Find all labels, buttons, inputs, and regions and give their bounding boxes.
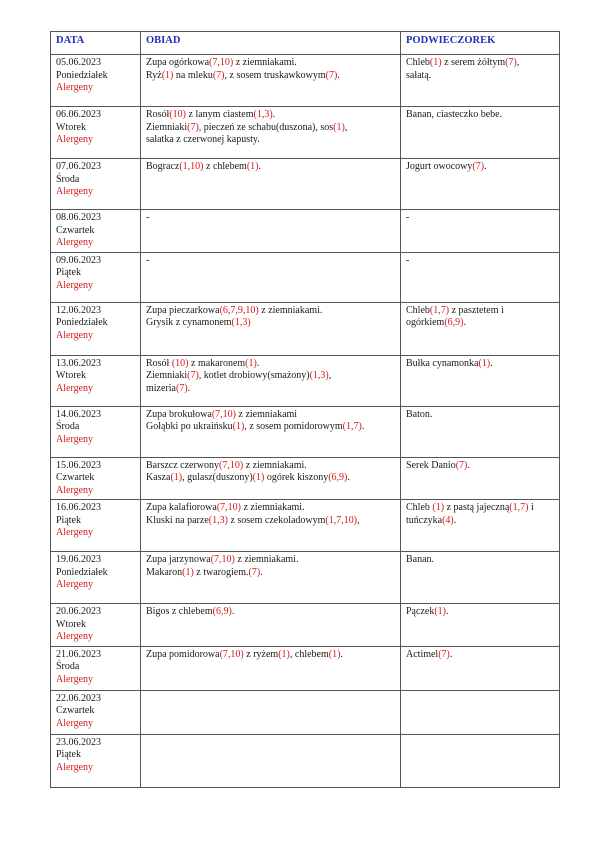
weekday-text: Piątek bbox=[56, 514, 81, 526]
obiad-line bbox=[146, 122, 396, 135]
weekday-text: Piątek bbox=[56, 749, 81, 760]
weekday-text: Poniedziałek bbox=[56, 317, 108, 328]
obiad-cell bbox=[141, 55, 401, 107]
allergen-code: (1,10) bbox=[179, 161, 204, 172]
obiad-line bbox=[146, 502, 396, 515]
podwieczorek-cell bbox=[401, 302, 560, 355]
dish-text: Rosół bbox=[146, 357, 172, 369]
date-text: 20.06.2023 bbox=[56, 606, 101, 617]
dish-text: - bbox=[406, 212, 410, 223]
podwieczorek-line bbox=[406, 109, 555, 122]
date-text: 22.06.2023 bbox=[56, 692, 101, 704]
podwieczorek-cell bbox=[401, 690, 560, 734]
date-cell bbox=[51, 552, 141, 604]
dish-text: z ryżem bbox=[243, 648, 279, 660]
dish-text: Zupa pieczarkowa bbox=[146, 304, 220, 316]
dish-text: z ziemniakami. bbox=[233, 57, 297, 68]
dish-text: Banan. bbox=[406, 554, 435, 565]
allergen-code: (1) bbox=[246, 161, 259, 172]
table-row bbox=[51, 646, 560, 690]
header-obiad: OBIAD bbox=[141, 32, 401, 55]
weekday-text: Wtorek bbox=[56, 618, 86, 630]
allergen-code: (1) bbox=[333, 121, 345, 133]
allergen-code: (6,9) bbox=[444, 317, 464, 328]
allergen-code: (7) bbox=[248, 566, 261, 578]
dish-text: ogórek kiszony bbox=[264, 472, 329, 483]
allergens-link: Alergeny bbox=[56, 579, 94, 590]
allergen-code: (1) bbox=[434, 606, 446, 617]
header-date: DATA bbox=[51, 32, 141, 55]
allergens-link: Alergeny bbox=[56, 382, 94, 394]
table-row bbox=[51, 55, 560, 107]
dish-text: Ziemniaki bbox=[146, 370, 188, 381]
obiad-cell bbox=[141, 500, 401, 552]
dish-text: . bbox=[272, 109, 276, 120]
obiad-line bbox=[146, 255, 396, 268]
allergen-code: (7) bbox=[505, 57, 517, 68]
podwieczorek-cell bbox=[401, 646, 560, 690]
date-cell bbox=[51, 646, 141, 690]
date-cell bbox=[51, 500, 141, 552]
obiad-cell bbox=[141, 302, 401, 355]
dish-text: Zupa kalafiorowa bbox=[146, 502, 217, 513]
dish-text: Zupa jarzynowa bbox=[146, 554, 211, 565]
obiad-cell bbox=[141, 107, 401, 159]
podwieczorek-line bbox=[406, 255, 555, 268]
date-text: 08.06.2023 bbox=[56, 212, 101, 223]
date-cell bbox=[51, 302, 141, 355]
allergen-code: (7,10) bbox=[211, 408, 236, 420]
header-podwieczorek: PODWIECZOREK bbox=[401, 32, 560, 55]
obiad-cell bbox=[141, 406, 401, 457]
obiad-line bbox=[146, 161, 396, 174]
weekday-text: Środa bbox=[56, 173, 80, 185]
allergen-code: (1,3) bbox=[253, 109, 273, 120]
podwieczorek-line bbox=[406, 554, 555, 567]
obiad-line bbox=[146, 383, 396, 396]
date-text: 23.06.2023 bbox=[56, 736, 101, 748]
date-cell bbox=[51, 159, 141, 210]
allergen-code: (1,7) bbox=[342, 421, 362, 432]
obiad-cell bbox=[141, 355, 401, 406]
obiad-line bbox=[146, 358, 396, 371]
obiad-cell bbox=[141, 252, 401, 302]
allergen-code: (1,3) bbox=[208, 514, 228, 526]
allergens-link: Alergeny bbox=[56, 717, 94, 729]
dish-text: sałatą. bbox=[406, 69, 432, 81]
dish-text: . bbox=[484, 161, 487, 172]
weekday-text: Wtorek bbox=[56, 370, 86, 381]
podwieczorek-line bbox=[406, 317, 555, 330]
allergen-code: (1,7,10) bbox=[325, 514, 358, 526]
date-cell bbox=[51, 406, 141, 457]
weekday-text: Czwartek bbox=[56, 472, 95, 483]
podwieczorek-cell bbox=[401, 355, 560, 406]
allergen-code: (1) bbox=[429, 57, 442, 68]
table-row bbox=[51, 302, 560, 355]
dish-text: i bbox=[528, 502, 534, 513]
dish-text: , bbox=[344, 121, 348, 133]
weekday-text: Środa bbox=[56, 661, 80, 672]
allergens-link: Alergeny bbox=[56, 631, 94, 642]
weekday-text: Wtorek bbox=[56, 121, 86, 133]
dish-text: sałatka z czerwonej kapusty. bbox=[146, 134, 260, 145]
podwieczorek-cell bbox=[401, 604, 560, 647]
obiad-line bbox=[146, 554, 396, 567]
dish-text: - bbox=[146, 254, 150, 266]
allergen-code: (6,9) bbox=[212, 606, 232, 617]
dish-text: . bbox=[337, 69, 340, 81]
allergens-link: Alergeny bbox=[56, 433, 94, 445]
dish-text: . bbox=[260, 566, 263, 578]
weekday-text: Poniedziałek bbox=[56, 566, 108, 578]
allergen-code: (1) bbox=[232, 421, 245, 432]
dish-text: - bbox=[146, 212, 150, 223]
obiad-line bbox=[146, 370, 396, 383]
allergen-code: (1) bbox=[328, 648, 341, 660]
dish-text: , gulasz(duszony) bbox=[182, 472, 253, 483]
date-cell bbox=[51, 55, 141, 107]
dish-text: z ziemniakami. bbox=[243, 459, 307, 471]
date-text: 13.06.2023 bbox=[56, 357, 101, 369]
dish-text: . bbox=[231, 606, 235, 617]
dish-text: . bbox=[463, 317, 466, 328]
dish-text: , bbox=[328, 370, 332, 381]
table-row bbox=[51, 406, 560, 457]
dish-text: Zupa brokułowa bbox=[146, 408, 212, 420]
dish-text: . bbox=[347, 472, 350, 483]
allergen-code: (7,10) bbox=[219, 648, 244, 660]
dish-text: . bbox=[490, 357, 493, 369]
dish-text: Serek Danio bbox=[406, 459, 456, 471]
allergens-link: Alergeny bbox=[56, 237, 94, 248]
date-cell bbox=[51, 107, 141, 159]
podwieczorek-line bbox=[406, 502, 555, 515]
obiad-line bbox=[146, 515, 396, 528]
podwieczorek-cell bbox=[401, 734, 560, 787]
dish-text: , bbox=[516, 57, 520, 68]
obiad-cell bbox=[141, 552, 401, 604]
obiad-line bbox=[146, 460, 396, 473]
allergen-code: (7) bbox=[455, 459, 468, 471]
weekday-text: Czwartek bbox=[56, 224, 95, 236]
dish-text: Banan, ciasteczko bebe. bbox=[406, 109, 503, 120]
date-text: 19.06.2023 bbox=[56, 554, 101, 565]
dish-text: na mleku bbox=[173, 69, 213, 81]
dish-text: Gołąbki po ukraińsku bbox=[146, 421, 233, 432]
podwieczorek-line bbox=[406, 161, 555, 174]
allergen-code: (1,3) bbox=[231, 317, 251, 328]
allergen-code: (7) bbox=[187, 370, 199, 381]
dish-text: z ziemniakami. bbox=[234, 554, 299, 565]
allergen-code: (4) bbox=[442, 514, 454, 526]
obiad-cell bbox=[141, 734, 401, 787]
podwieczorek-line bbox=[406, 515, 555, 528]
podwieczorek-line bbox=[406, 358, 555, 371]
allergen-code: (7) bbox=[438, 648, 450, 660]
dish-text: mizeria bbox=[146, 382, 176, 394]
allergen-code: (10) bbox=[169, 109, 187, 120]
allergen-code: (6,9) bbox=[328, 472, 348, 483]
allergens-link: Alergeny bbox=[56, 279, 94, 291]
allergen-code: (1) bbox=[182, 566, 194, 578]
date-text: 16.06.2023 bbox=[56, 502, 101, 513]
podwieczorek-line bbox=[406, 70, 555, 83]
obiad-cell bbox=[141, 604, 401, 647]
dish-text: ogórkiem bbox=[406, 317, 445, 328]
date-text: 21.06.2023 bbox=[56, 648, 101, 660]
podwieczorek-cell bbox=[401, 500, 560, 552]
dish-text: z sosem czekoladowym bbox=[227, 514, 326, 526]
dish-text: Chleb bbox=[406, 502, 433, 513]
podwieczorek-line bbox=[406, 606, 555, 619]
podwieczorek-cell bbox=[401, 159, 560, 210]
weekday-text: Piątek bbox=[56, 267, 81, 278]
table-row bbox=[51, 500, 560, 552]
date-text: 07.06.2023 bbox=[56, 161, 101, 172]
allergen-code: (1) bbox=[432, 502, 445, 513]
date-text: 06.06.2023 bbox=[56, 109, 101, 120]
obiad-cell bbox=[141, 690, 401, 734]
weekday-text: Środa bbox=[56, 421, 80, 432]
allergens-link: Alergeny bbox=[56, 527, 94, 538]
allergens-link: Alergeny bbox=[56, 673, 94, 685]
dish-text: , z sosem pomidorowym bbox=[244, 421, 343, 432]
allergen-code: (7) bbox=[212, 69, 225, 81]
date-cell bbox=[51, 355, 141, 406]
dish-text: Barszcz czerwony bbox=[146, 459, 220, 471]
weekday-text: Czwartek bbox=[56, 705, 95, 716]
obiad-cell bbox=[141, 159, 401, 210]
podwieczorek-line bbox=[406, 649, 555, 662]
dish-text: . bbox=[446, 606, 449, 617]
allergen-code: (1) bbox=[161, 69, 174, 81]
podwieczorek-line bbox=[406, 212, 555, 225]
dish-text: Baton. bbox=[406, 408, 433, 420]
podwieczorek-cell bbox=[401, 210, 560, 253]
allergen-code: (7,10) bbox=[210, 554, 235, 565]
table-row bbox=[51, 604, 560, 647]
table-row bbox=[51, 552, 560, 604]
dish-text: z ziemniakami bbox=[236, 408, 298, 420]
allergen-code: (6,7,9,10) bbox=[219, 304, 259, 316]
dish-text: . bbox=[258, 161, 261, 172]
dish-text: Makaron bbox=[146, 566, 183, 578]
dish-text: Zupa ogórkowa bbox=[146, 57, 210, 68]
obiad-line bbox=[146, 109, 396, 122]
allergens-link: Alergeny bbox=[56, 134, 94, 145]
dish-text: , z sosem truskawkowym bbox=[224, 69, 326, 81]
podwieczorek-cell bbox=[401, 552, 560, 604]
allergen-code: (1) bbox=[478, 357, 491, 369]
allergen-code: (7) bbox=[175, 382, 188, 394]
dish-text: Rosół bbox=[146, 109, 170, 120]
dish-text: tuńczyka bbox=[406, 514, 443, 526]
date-cell bbox=[51, 690, 141, 734]
allergen-code: (1) bbox=[278, 648, 290, 660]
allergen-code: (7) bbox=[187, 121, 199, 133]
allergen-code: (7,10) bbox=[219, 459, 244, 471]
date-text: 09.06.2023 bbox=[56, 254, 101, 266]
podwieczorek-line bbox=[406, 409, 555, 422]
podwieczorek-line bbox=[406, 57, 555, 70]
podwieczorek-cell bbox=[401, 107, 560, 159]
date-text: 15.06.2023 bbox=[56, 459, 101, 471]
dish-text: Ryż bbox=[146, 69, 162, 81]
obiad-line bbox=[146, 567, 396, 580]
allergens-link: Alergeny bbox=[56, 186, 94, 197]
podwieczorek-cell bbox=[401, 457, 560, 500]
dish-text: Chleb bbox=[406, 57, 430, 68]
obiad-line bbox=[146, 317, 396, 330]
obiad-line bbox=[146, 57, 396, 70]
date-cell bbox=[51, 252, 141, 302]
dish-text: z makaronem bbox=[188, 357, 246, 369]
allergen-code: (1) bbox=[252, 472, 265, 483]
table-row bbox=[51, 457, 560, 500]
header-row bbox=[51, 32, 560, 55]
date-text: 12.06.2023 bbox=[56, 304, 101, 316]
dish-text: Kluski na parze bbox=[146, 514, 209, 526]
allergen-code: (1,3) bbox=[309, 370, 329, 381]
dish-text: z serem żółtym bbox=[441, 57, 506, 68]
obiad-cell bbox=[141, 646, 401, 690]
date-cell bbox=[51, 210, 141, 253]
dish-text: . bbox=[449, 648, 453, 660]
allergen-code: (7,10) bbox=[216, 502, 241, 513]
podwieczorek-line bbox=[406, 305, 555, 318]
date-text: 14.06.2023 bbox=[56, 408, 101, 420]
dish-text: , kotlet drobiowy(smażony) bbox=[198, 370, 310, 381]
date-cell bbox=[51, 604, 141, 647]
dish-text: . bbox=[453, 514, 457, 526]
allergen-code: (1,7) bbox=[429, 304, 450, 316]
dish-text: . bbox=[256, 357, 260, 369]
allergen-code: (7) bbox=[472, 161, 485, 172]
dish-text: z twarogiem. bbox=[193, 566, 249, 578]
podwieczorek-cell bbox=[401, 406, 560, 457]
allergen-code: (7,10) bbox=[209, 57, 234, 68]
podwieczorek-line bbox=[406, 460, 555, 473]
obiad-line bbox=[146, 212, 396, 225]
table-row bbox=[51, 210, 560, 253]
allergens-link: Alergeny bbox=[56, 329, 94, 341]
dish-text: Bułka cynamonka bbox=[406, 357, 479, 369]
date-cell bbox=[51, 457, 141, 500]
dish-text: Actimel bbox=[406, 648, 439, 660]
table-row bbox=[51, 734, 560, 787]
podwieczorek-cell bbox=[401, 55, 560, 107]
obiad-line bbox=[146, 70, 396, 83]
dish-text: Kasza bbox=[146, 472, 171, 483]
dish-text: z ziemniakami. bbox=[240, 502, 305, 513]
table-row bbox=[51, 107, 560, 159]
dish-text: z pasztetem i bbox=[449, 304, 504, 316]
dish-text: , chlebem bbox=[289, 648, 329, 660]
allergen-code: (1,7) bbox=[509, 502, 529, 513]
dish-text: . bbox=[187, 382, 191, 394]
dish-text: Pączek bbox=[406, 606, 435, 617]
obiad-line bbox=[146, 409, 396, 422]
dish-text: z pastą jajeczną bbox=[444, 502, 510, 513]
dish-text: Chleb bbox=[406, 304, 430, 316]
table-row bbox=[51, 252, 560, 302]
dish-text: z chlebem bbox=[203, 161, 247, 172]
dish-text: Jogurt owocowy bbox=[406, 161, 473, 172]
table-row bbox=[51, 159, 560, 210]
weekday-text: Poniedziałek bbox=[56, 69, 108, 81]
dish-text: . bbox=[340, 648, 343, 660]
dish-text: . bbox=[467, 459, 470, 471]
allergen-code: (1) bbox=[170, 472, 183, 483]
allergen-code: (10) bbox=[171, 357, 189, 369]
podwieczorek-cell bbox=[401, 252, 560, 302]
obiad-cell bbox=[141, 210, 401, 253]
dish-text: z lanym ciastem bbox=[186, 109, 254, 120]
obiad-line bbox=[146, 421, 396, 434]
allergens-link: Alergeny bbox=[56, 484, 94, 496]
date-text: 05.06.2023 bbox=[56, 57, 101, 68]
dish-text: . bbox=[361, 421, 365, 432]
obiad-line bbox=[146, 649, 396, 662]
table-row bbox=[51, 690, 560, 734]
meal-plan-table bbox=[50, 31, 560, 788]
obiad-line bbox=[146, 134, 396, 147]
dish-text: Grysik z cynamonem bbox=[146, 317, 232, 328]
obiad-cell bbox=[141, 457, 401, 500]
obiad-line bbox=[146, 606, 396, 619]
allergens-link: Alergeny bbox=[56, 82, 94, 93]
dish-text: Zupa pomidorowa bbox=[146, 648, 220, 660]
allergens-link: Alergeny bbox=[56, 761, 94, 773]
table-row bbox=[51, 355, 560, 406]
dish-text: , bbox=[357, 514, 360, 526]
obiad-line bbox=[146, 472, 396, 485]
dish-text: , pieczeń ze schabu(duszona), sos bbox=[198, 121, 334, 133]
dish-text: Bogracz bbox=[146, 161, 180, 172]
date-cell bbox=[51, 734, 141, 787]
dish-text: Ziemniaki bbox=[146, 121, 188, 133]
obiad-line bbox=[146, 305, 396, 318]
dish-text: - bbox=[406, 254, 410, 266]
dish-text: Bigos z chlebem bbox=[146, 606, 213, 617]
allergen-code: (1) bbox=[245, 357, 257, 369]
dish-text: z ziemniakami. bbox=[258, 304, 323, 316]
allergen-code: (7) bbox=[325, 69, 338, 81]
